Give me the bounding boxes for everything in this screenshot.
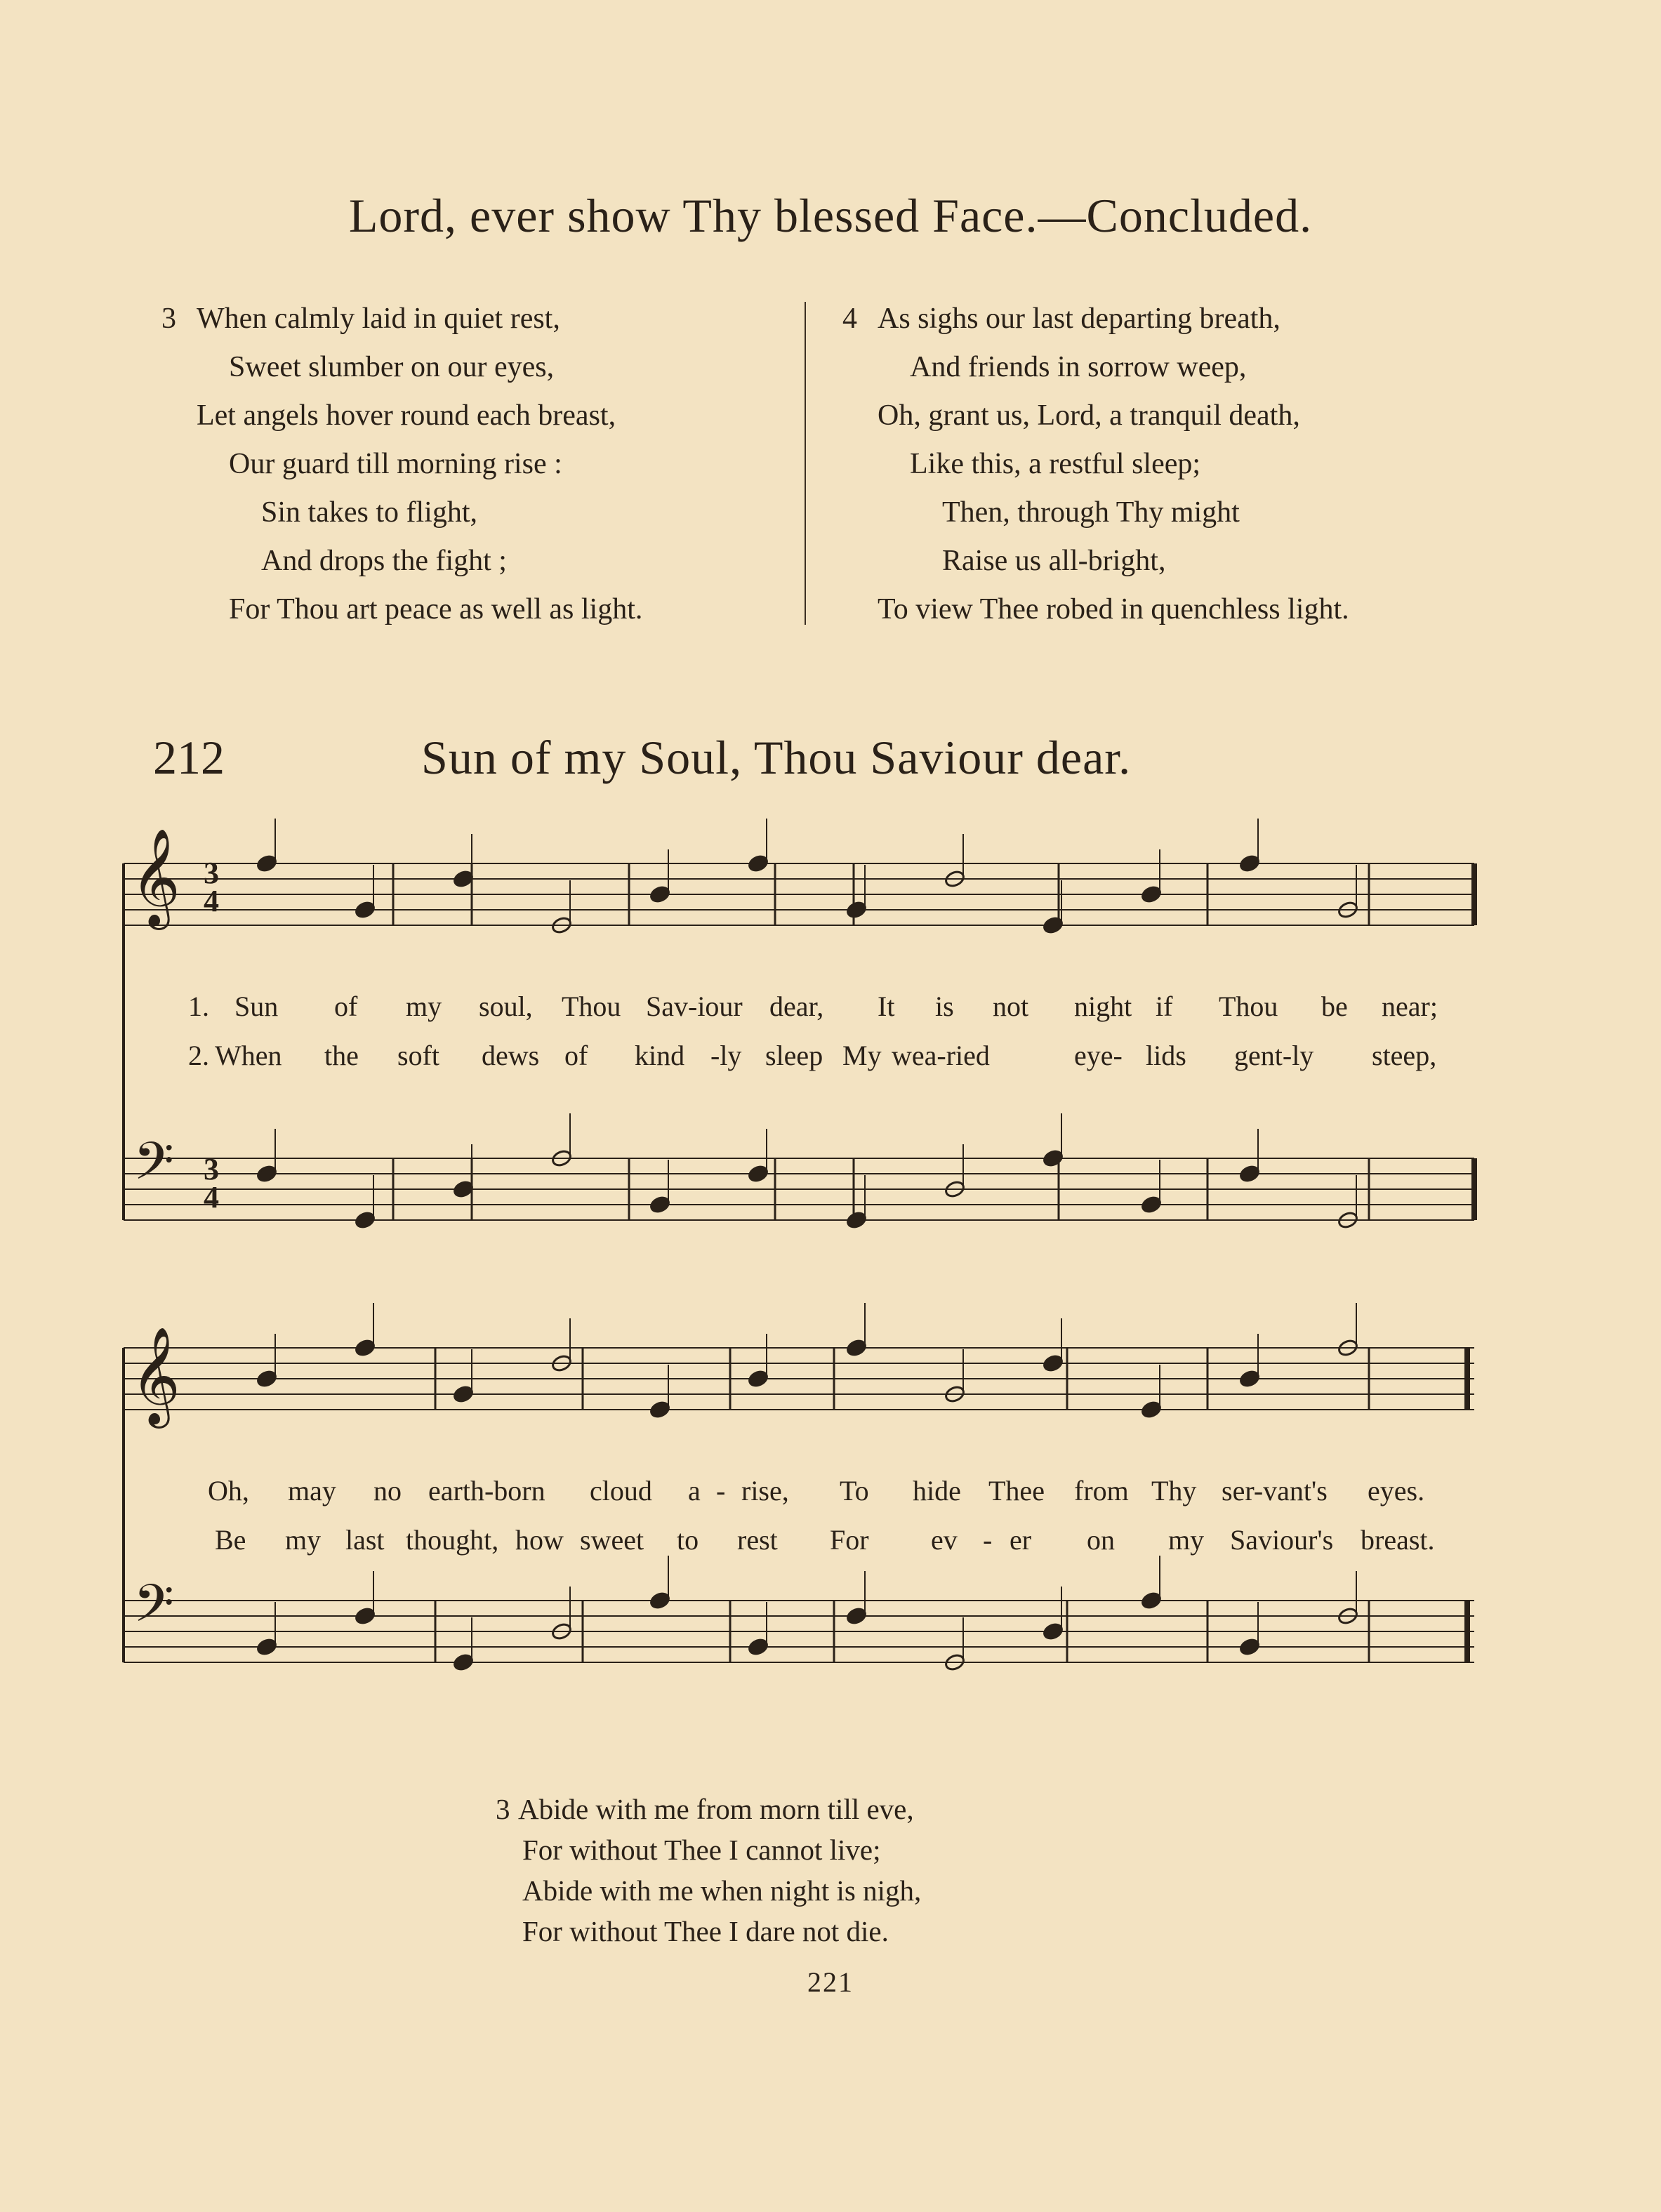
page-title: Lord, ever show Thy blessed Face.—Concluded. (348, 189, 1313, 242)
lyric-syllable: Thou (562, 991, 621, 1022)
lyric-syllable: dews (482, 1040, 540, 1071)
note-head (1140, 1400, 1162, 1419)
note-head (1140, 1591, 1162, 1610)
lyric-syllable: my (1168, 1524, 1205, 1556)
lyric-syllable: Thy (1151, 1475, 1197, 1506)
lyric-syllable: ser-vant's (1222, 1475, 1328, 1506)
stanza-number: 3 (496, 1793, 510, 1825)
note-head (1140, 1195, 1162, 1214)
stanza-number: 3 (161, 303, 176, 335)
lyric-syllable: 1. (188, 991, 209, 1022)
note-head (354, 900, 376, 919)
page-number: 221 (807, 1966, 854, 1998)
bass-clef-icon: 𝄢 (133, 1576, 174, 1645)
time-signature-top: 3 (204, 1152, 219, 1186)
lyric-syllable: -ly (710, 1040, 742, 1071)
lyric-syllable: - (716, 1475, 726, 1506)
note-head (1042, 1148, 1064, 1167)
stanza-line: For without Thee I dare not die. (522, 1915, 889, 1947)
stanza-line: Sweet slumber on our eyes, (229, 351, 555, 383)
stanza-line: And drops the fight ; (261, 545, 507, 577)
lyric-syllable: no (373, 1475, 402, 1506)
lyric-syllable: My (842, 1040, 882, 1071)
treble-clef-icon: 𝄞 (131, 1329, 180, 1422)
lyric-syllable: a (688, 1475, 701, 1506)
lyric-syllable: thought, (406, 1524, 499, 1556)
stanza-line: Our guard till morning rise : (229, 448, 562, 480)
note-head (256, 1369, 277, 1388)
lyric-syllable: dear, (769, 991, 824, 1022)
lyric-syllable: soul, (479, 991, 533, 1022)
note-head (1042, 1622, 1064, 1641)
note-head (1238, 854, 1260, 873)
note-head (452, 1384, 474, 1403)
bass-clef-icon: 𝄢 (133, 1134, 174, 1203)
lyric-syllable: wea-ried (892, 1040, 990, 1071)
lyric-syllable: - (983, 1524, 993, 1556)
lyric-syllable: rise, (741, 1475, 789, 1506)
lyric-syllable: my (406, 991, 442, 1022)
stanza-line: Let angels hover round each breast, (197, 399, 616, 432)
note-head (1238, 1164, 1260, 1183)
lyric-syllable: hide (913, 1475, 961, 1506)
lyric-syllable: night (1074, 991, 1132, 1022)
note-head (354, 1606, 376, 1625)
lyric-syllable: not (993, 991, 1029, 1022)
note-head (747, 1637, 769, 1656)
note-head (1042, 1353, 1064, 1372)
note-head (256, 1637, 277, 1656)
note-head (845, 1606, 867, 1625)
stanza-line: Sin takes to flight, (261, 496, 477, 529)
note-head (845, 1210, 867, 1229)
lyric-syllable: eyes. (1368, 1475, 1425, 1506)
lyric-syllable: to (677, 1524, 699, 1556)
lyric-syllable: from (1074, 1475, 1129, 1506)
time-signature-bottom: 4 (204, 884, 219, 918)
note-head (1140, 885, 1162, 903)
lyric-syllable: steep, (1372, 1040, 1437, 1071)
stanza-line: Abide with me when night is nigh, (522, 1874, 922, 1907)
stanza-number: 4 (842, 303, 857, 335)
stanza-line: Then, through Thy might (942, 496, 1240, 529)
stanza-line: To view Thee robed in quenchless light. (878, 593, 1349, 625)
lyric-syllable: Saviour's (1230, 1524, 1334, 1556)
note-head (649, 1195, 670, 1214)
lyric-syllable: soft (397, 1040, 439, 1071)
lyric-syllable: 2. (188, 1040, 209, 1071)
lyric-syllable: er (1010, 1524, 1032, 1556)
note-head (845, 1338, 867, 1357)
lyric-syllable: Thou (1219, 991, 1278, 1022)
stanza-line: And friends in sorrow weep, (910, 351, 1247, 383)
stanza-line: As sighs our last departing breath, (878, 303, 1281, 335)
lyric-syllable: of (334, 991, 358, 1022)
lyric-syllable: rest (737, 1524, 778, 1556)
lyric-syllable: be (1321, 991, 1348, 1022)
note-head (256, 854, 277, 873)
lyric-syllable: gent-ly (1234, 1040, 1314, 1071)
note-head (256, 1164, 277, 1183)
lyric-syllable: Sav-iour (646, 991, 743, 1022)
stanza-line: For Thou art peace as well as light. (229, 593, 643, 625)
lyric-syllable: Be (215, 1524, 246, 1556)
lyric-syllable: When (215, 1040, 282, 1071)
lyric-syllable: To (840, 1475, 869, 1506)
note-head (649, 1591, 670, 1610)
stanza-line: Like this, a restful sleep; (910, 448, 1201, 480)
stanza-line: Raise us all-bright, (942, 545, 1166, 577)
lyric-syllable: is (935, 991, 954, 1022)
note-head (1042, 915, 1064, 934)
time-signature-bottom: 4 (204, 1180, 219, 1214)
lyric-syllable: my (285, 1524, 322, 1556)
treble-clef-icon: 𝄞 (131, 830, 180, 924)
lyric-syllable: may (288, 1475, 336, 1506)
lyric-syllable: of (564, 1040, 588, 1071)
note-head (1238, 1637, 1260, 1656)
note-head (354, 1210, 376, 1229)
lyric-syllable: eye- (1074, 1040, 1123, 1071)
note-head (747, 854, 769, 873)
lyric-syllable: It (878, 991, 895, 1022)
lyric-syllable: Oh, (208, 1475, 249, 1506)
note-head (649, 885, 670, 903)
stanza-line: Oh, grant us, Lord, a tranquil death, (878, 399, 1300, 432)
lyric-syllable: last (345, 1524, 385, 1556)
lyric-syllable: lids (1146, 1040, 1186, 1071)
lyric-syllable: if (1156, 991, 1173, 1022)
lyric-syllable: cloud (590, 1475, 652, 1506)
lyric-syllable: For (830, 1524, 869, 1556)
lyric-syllable: ev (931, 1524, 958, 1556)
stanza-line: Abide with me from morn till eve, (518, 1793, 914, 1825)
note-head (354, 1338, 376, 1357)
lyric-syllable: earth-born (428, 1475, 545, 1506)
lyric-syllable: kind (635, 1040, 685, 1071)
lyric-syllable: near; (1382, 991, 1438, 1022)
lyric-syllable: the (324, 1040, 359, 1071)
note-head (747, 1164, 769, 1183)
lyric-syllable: on (1087, 1524, 1115, 1556)
note-head (1238, 1369, 1260, 1388)
lyric-syllable: sweet (580, 1524, 644, 1556)
stanza-line: For without Thee I cannot live; (522, 1834, 881, 1866)
note-head (452, 1653, 474, 1671)
lyric-syllable: breast. (1361, 1524, 1435, 1556)
lyric-syllable: sleep (765, 1040, 823, 1071)
note-head (747, 1369, 769, 1388)
lyric-syllable: Thee (988, 1475, 1045, 1506)
lyric-syllable: how (515, 1524, 564, 1556)
stanza-line: When calmly laid in quiet rest, (197, 303, 560, 335)
lyric-syllable: Sun (234, 991, 279, 1022)
hymn-title: Sun of my Soul, Thou Saviour dear. (421, 731, 1132, 784)
time-signature-top: 3 (204, 856, 219, 890)
note-head (845, 900, 867, 919)
hymn-number: 212 (153, 731, 225, 784)
note-head (649, 1400, 670, 1419)
